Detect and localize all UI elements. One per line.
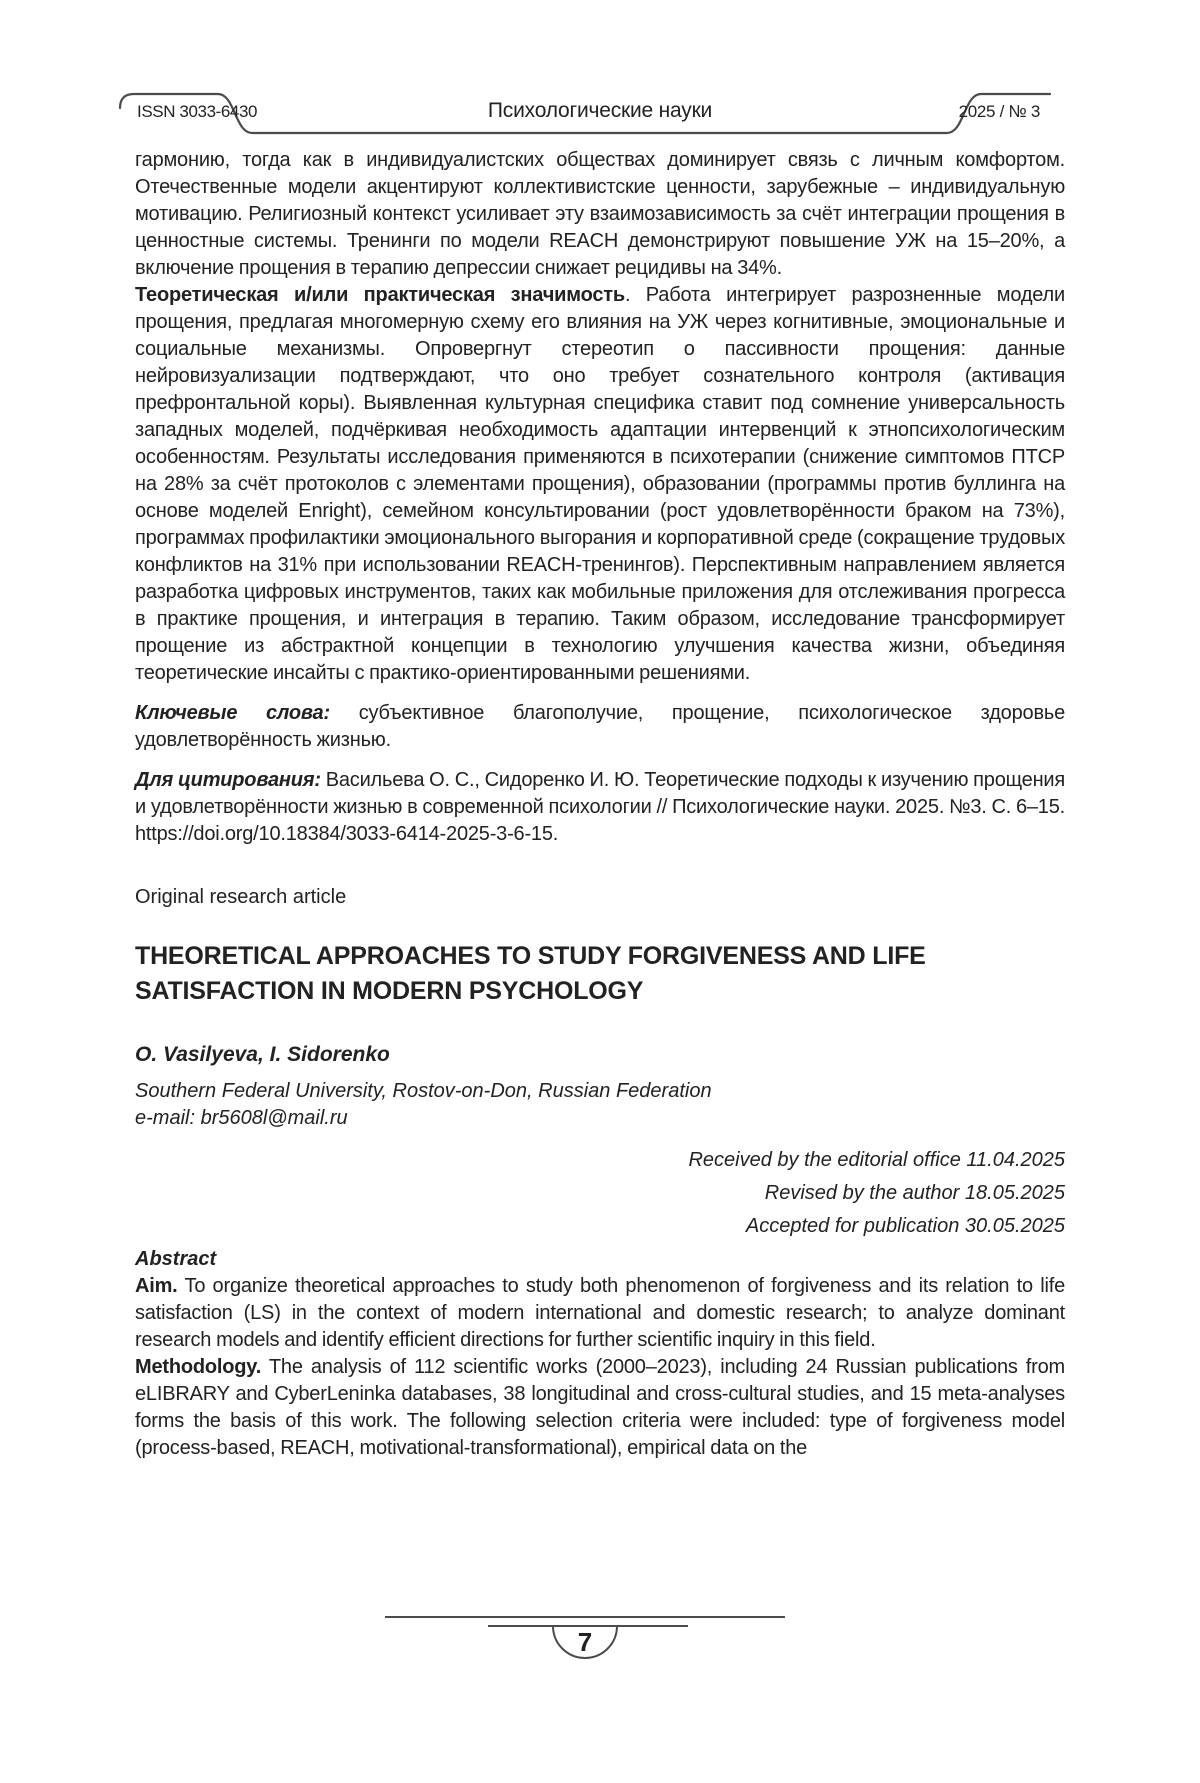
aim-text: To organize theoretical approaches to study both phenomenon of forgiveness and its relation to life satisfaction (LS) in the context of modern international and domestic research; to analyze dominant research models and identify efficient directions for further scientific inquiry in this field. xyxy=(135,1275,1065,1351)
header-issn: ISSN 3033-6430 xyxy=(137,102,258,121)
ru-significance-label: Теоретическая и/или практическая значимость xyxy=(135,284,625,306)
ru-paragraph-continuation: гармонию, тогда как в индивидуалистских обществах доминирует связь с личным комфортом. Отечественные модели акцентируют коллективистские ценности, зарубежные – индивидуальную мотивацию. Религиозный контекст усиливает эту взаимозависимость за счёт интеграции прощения в ценностные системы. Тренинги по модели REACH демонстрируют повышение УЖ на 15–20%, а включение прощения в терапию депрессии снижает рецидивы на 34%. xyxy=(135,149,1065,279)
page-number: 7 xyxy=(577,1627,593,1657)
aim-label: Aim. xyxy=(135,1275,178,1297)
date-received: Received by the editorial office 11.04.2025 xyxy=(688,1149,1065,1171)
article-title-en: THEORETICAL APPROACHES TO STUDY FORGIVENESS AND LIFE SATISFACTION IN MODERN PSYCHOLOGY xyxy=(135,942,926,1005)
email-line: e-mail: br5608l@mail.ru xyxy=(135,1107,348,1129)
date-accepted: Accepted for publication 30.05.2025 xyxy=(745,1215,1065,1237)
affiliation-line: Southern Federal University, Rostov-on-Don, Russian Federation xyxy=(135,1080,712,1102)
methodology-label: Methodology. xyxy=(135,1356,262,1378)
ru-keywords-label: Ключевые слова: xyxy=(135,702,330,724)
authors-line: O. Vasilyeva, I. Sidorenko xyxy=(135,1043,390,1066)
editorial-dates xyxy=(135,1144,1065,1243)
ru-citation-text: Васильева О. С., Сидоренко И. Ю. Теоретические подходы к изучению прощения и удовлетворённости жизнью в современной психологии // Психологические науки. 2025. №3. С. 6–15. https://doi.org/10.18384/3033-6414-2025-3-6-15. xyxy=(135,769,1066,845)
ru-keywords-text: субъективное благополучие, прощение, психологическое здоровье удовлетворённость жизнью. xyxy=(135,702,1066,751)
ru-citation-label: Для цитирования: xyxy=(135,769,321,791)
footer-ornament xyxy=(383,1610,803,1682)
ru-citation xyxy=(135,767,1065,848)
ru-significance-paragraph xyxy=(135,282,1065,687)
article-body xyxy=(135,147,1065,1462)
abstract-heading: Abstract xyxy=(135,1248,217,1270)
methodology-text: The analysis of 112 scientific works (2000–2023), including 24 Russian publications from eLIBRARY and CyberLeninka databases, 38 longitudinal and cross-cultural studies, and 15 meta-analyses forms the basis of this work. The following selection criteria were included: type of forgiveness model (process-based, REACH, motivational-transformational), empirical data on the xyxy=(135,1356,1066,1459)
abstract-methodology-paragraph xyxy=(135,1354,1065,1462)
ru-significance-text: . Работа интегрирует разрозненные модели прощения, предлагая многомерную схему его влияния на УЖ через когнитивные, эмоциональные и социальные механизмы. Опровергнут стереотип о пассивности прощения: данные нейровизуализации подтверждают, что оно требует сознательного контроля (активация префронтальной коры). Выявленная культурная специфика ставит под сомнение универсальность западных моделей, подчёркивая необходимость адаптации интервенций к этнопсихологическим особенностям. Результаты исследования применяются в психотерапии (снижение симптомов ПТСР на 28% за счёт протоколов с элементами прощения), образовании (программы против буллинга на основе моделей Enright), семейном консультировании (рост удовлетворённости браком на 73%), программах профилактики эмоционального выгорания и корпоративной среде (сокращение трудовых конфликтов на 31% при использовании REACH-тренингов). Перспективным направлением является разработка цифровых инструментов, таких как мобильные приложения для отслеживания прогресса в практике прощения, и интеграция в терапию. Таким образом, исследование трансформирует прощение из абстрактной концепции в технологию улучшения качества жизни, объединяя теоретические инсайты с практико-ориентированными решениями. xyxy=(135,284,1065,684)
header-issue: 2025 / № 3 xyxy=(958,102,1040,121)
date-revised: Revised by the author 18.05.2025 xyxy=(764,1182,1065,1204)
article-type-label: Original research article xyxy=(135,886,347,908)
abstract-aim-paragraph xyxy=(135,1273,1065,1354)
ru-keywords xyxy=(135,700,1065,754)
header-journal-title: Психологические науки xyxy=(487,99,713,122)
